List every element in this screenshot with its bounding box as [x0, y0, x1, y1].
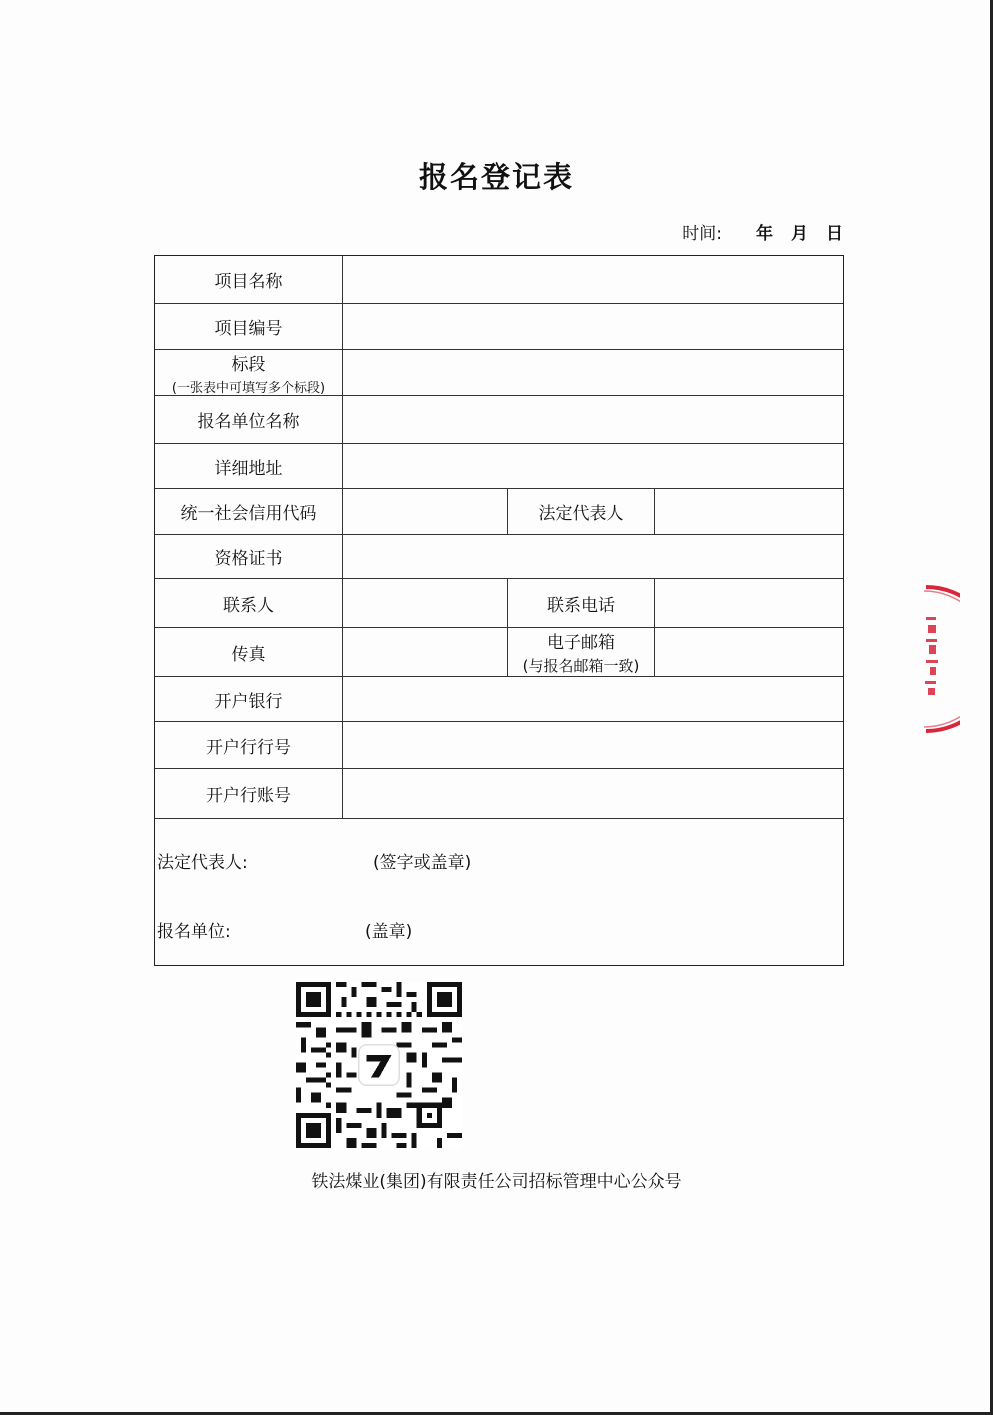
row-project-number [155, 304, 843, 350]
row-applicant-name [155, 396, 843, 444]
label-email-text: 电子邮箱 [547, 633, 615, 653]
label-bank-code: 开户行行号 [155, 722, 343, 768]
date-label: 时间: [682, 224, 722, 244]
field-applicant-name[interactable] [343, 396, 843, 443]
field-bank[interactable] [343, 677, 843, 721]
label-contact: 联系人 [155, 579, 343, 627]
label-applicant-name: 报名单位名称 [155, 396, 343, 443]
label-lot [155, 350, 343, 395]
field-email[interactable] [655, 628, 843, 676]
row-contact [155, 579, 843, 628]
label-project-number: 项目编号 [155, 304, 343, 349]
field-legal-rep[interactable] [655, 489, 843, 534]
label-address: 详细地址 [155, 444, 343, 488]
qr-code-image [296, 982, 462, 1148]
field-credit-code[interactable] [343, 489, 508, 534]
label-email [508, 628, 655, 676]
unit-stamp-note: (盖章) [365, 922, 413, 942]
field-project-number[interactable] [343, 304, 843, 349]
signature-area [155, 819, 843, 965]
label-contact-phone: 联系电话 [508, 579, 655, 627]
row-bank-code [155, 722, 843, 769]
unit-stamp-label: 报名单位: [157, 922, 231, 942]
row-qualification [155, 535, 843, 579]
label-fax: 传真 [155, 628, 343, 676]
date-line [682, 219, 843, 244]
field-fax[interactable] [343, 628, 508, 676]
row-credit-code [155, 489, 843, 535]
page-title: 报名登记表 [418, 160, 574, 194]
label-project-name: 项目名称 [155, 256, 343, 303]
label-email-note: (与报名邮箱一致) [522, 657, 640, 675]
date-day: 日 [826, 224, 843, 244]
row-lot [155, 350, 843, 396]
footer-caption: 铁法煤业(集团)有限责任公司招标管理中心公众号 [311, 1172, 682, 1192]
date-year: 年 [756, 224, 773, 244]
label-bank: 开户银行 [155, 677, 343, 721]
field-qualification[interactable] [343, 535, 843, 578]
seal-stamp-icon [920, 585, 960, 733]
field-contact[interactable] [343, 579, 508, 627]
legal-rep-signature-note: (签字或盖章) [373, 853, 472, 873]
field-bank-account[interactable] [343, 769, 843, 818]
field-bank-code[interactable] [343, 722, 843, 768]
label-credit-code: 统一社会信用代码 [155, 489, 343, 534]
label-bank-account: 开户行账号 [155, 769, 343, 818]
field-contact-phone[interactable] [655, 579, 843, 627]
registration-form [154, 255, 844, 966]
row-fax [155, 628, 843, 677]
date-month: 月 [791, 224, 808, 244]
row-project-name [155, 256, 843, 304]
label-lot-note: (一张表中可填写多个标段) [171, 380, 326, 396]
row-bank-account [155, 769, 843, 819]
label-qualification: 资格证书 [155, 535, 343, 578]
field-project-name[interactable] [343, 256, 843, 303]
label-legal-rep: 法定代表人 [508, 489, 655, 534]
row-bank [155, 677, 843, 722]
label-lot-text: 标段 [231, 354, 266, 375]
legal-rep-signature-label: 法定代表人: [157, 853, 248, 873]
row-address [155, 444, 843, 489]
field-lot[interactable] [343, 350, 843, 395]
field-address[interactable] [343, 444, 843, 488]
